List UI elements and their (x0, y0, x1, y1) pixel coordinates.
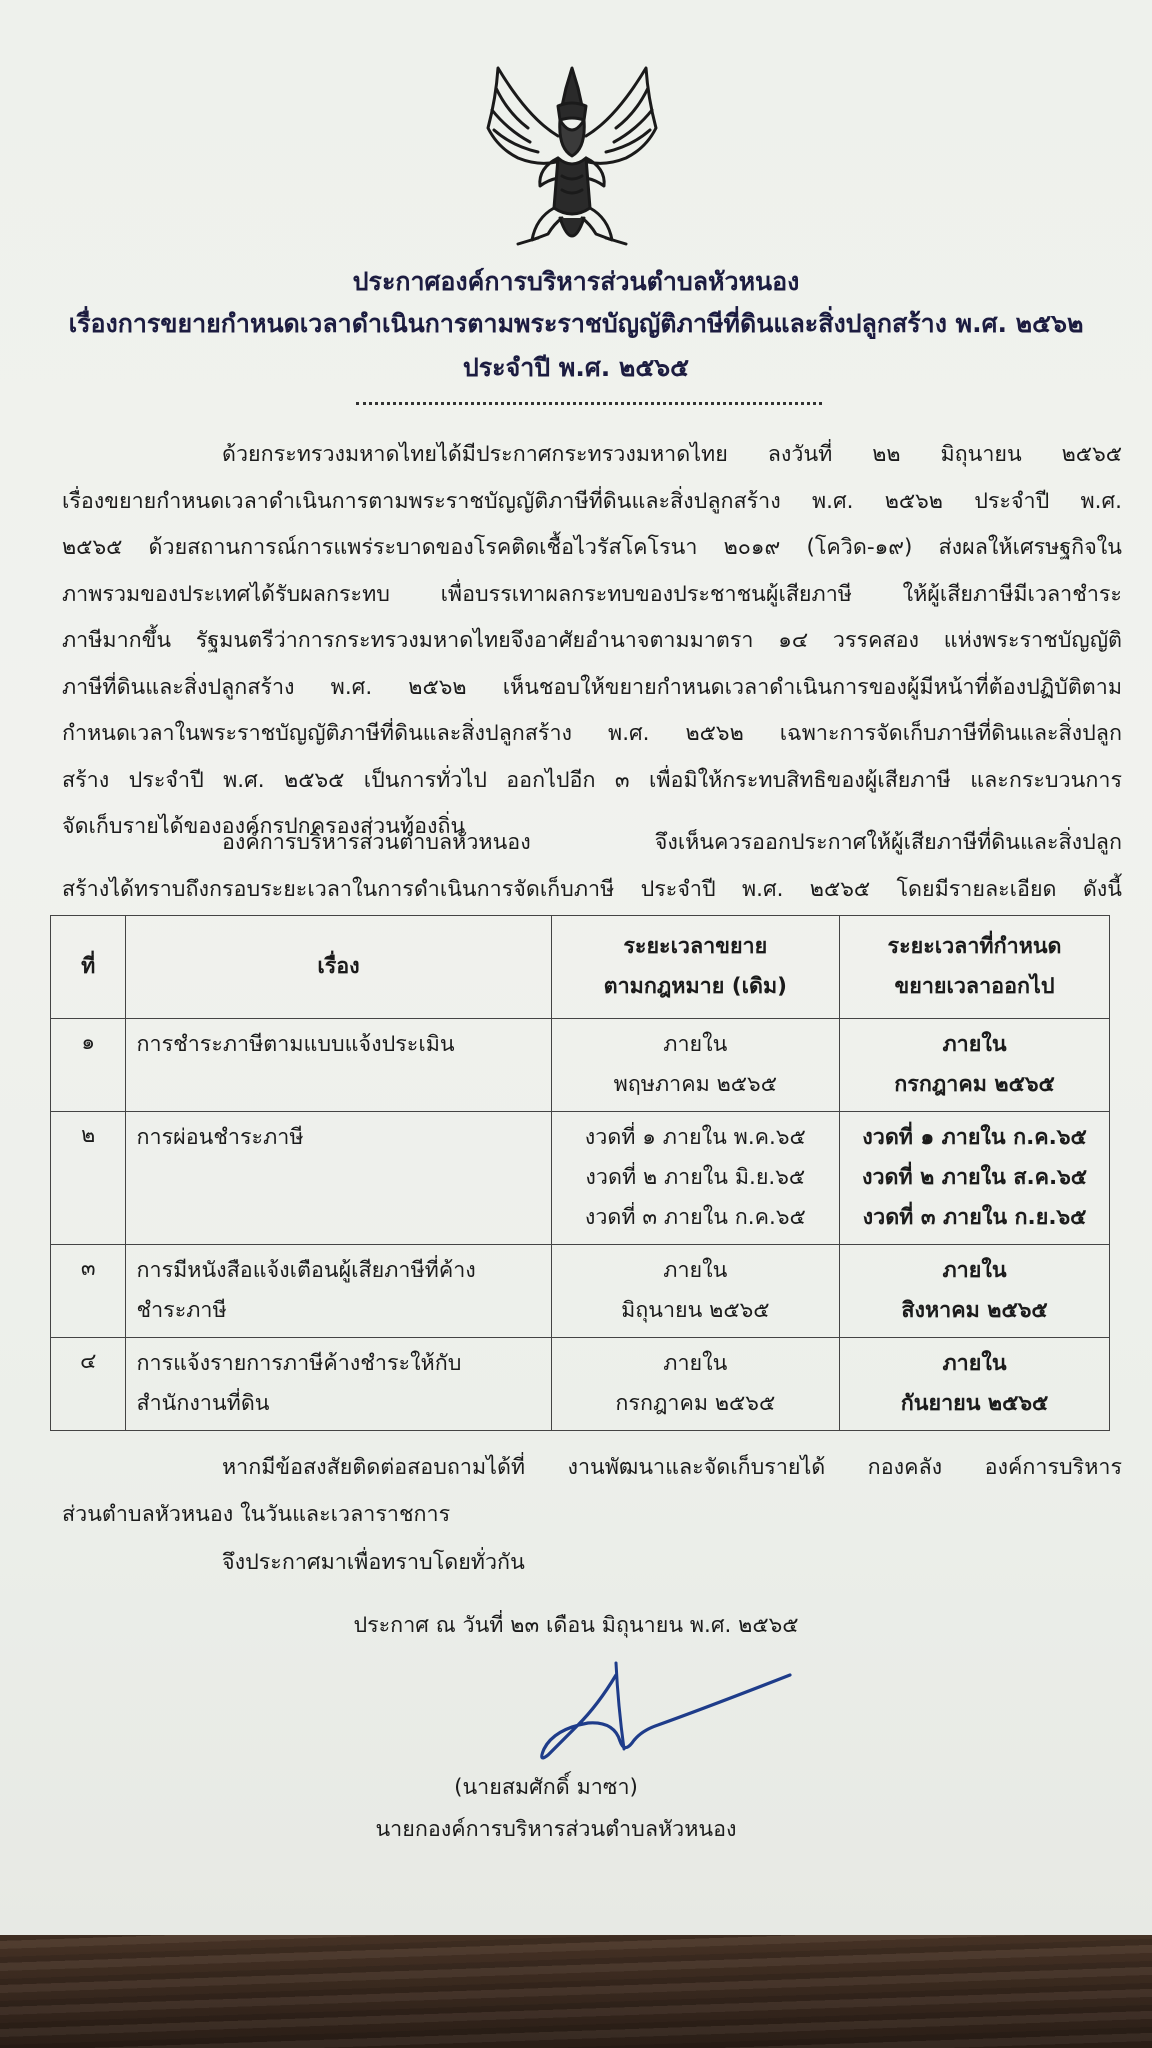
paragraph-line: สร้างได้ทราบถึงกรอบระยะเวลาในการดำเนินการจัดเก็บภาษี ประจำปี พ.ศ. ๒๕๖๕ โดยมีรายละเอียด ดังนี้ (62, 876, 1122, 902)
row-subject: การผ่อนชำระภาษี (126, 1112, 551, 1245)
table-row (51, 1338, 1110, 1431)
announcement-title: ประกาศองค์การบริหารส่วนตำบลหัวหนอง (352, 267, 800, 296)
contact-paragraph (62, 1445, 1122, 1538)
row-subject: การชำระภาษีตามแบบแจ้งประเมิน (126, 1019, 551, 1112)
paragraph-line: ด้วยกระทรวงมหาดไทยได้มีประกาศกระทรวงมหาดไทย ลงวันที่ ๒๒ มิถุนายน ๒๕๖๕ (222, 442, 1122, 467)
paragraph-line: กำหนดเวลาในพระราชบัญญัติภาษีที่ดินและสิ่งปลูกสร้าง พ.ศ. ๒๕๖๒ เฉพาะการจัดเก็บภาษีที่ดินและสิ่งปลูก (62, 721, 1122, 746)
paragraph-line: ส่วนตำบลหัวหนอง ในวันและเวลาราชการ (62, 1501, 451, 1527)
row-old-period: ภายใน พฤษภาคม ๒๕๖๕ (551, 1019, 840, 1112)
row-subject: การมีหนังสือแจ้งเตือนผู้เสียภาษีที่ค้าง ชำระภาษี (126, 1245, 551, 1338)
row-number: ๑ (51, 1019, 126, 1112)
schedule-table (50, 915, 1110, 1431)
row-number: ๓ (51, 1245, 126, 1338)
table-row (51, 1112, 1110, 1245)
col-header-no: ที่ (51, 916, 126, 1019)
paragraph-line: เรื่องขยายกำหนดเวลาดำเนินการตามพระราชบัญญัติภาษีที่ดินและสิ่งปลูกสร้าง พ.ศ. ๒๕๖๒ ประจำปี พ.ศ. (62, 488, 1122, 514)
col-header-old-period: ระยะเวลาขยาย ตามกฎหมาย (เดิม) (551, 916, 840, 1019)
paragraph-line: ภาพรวมของประเทศได้รับผลกระทบ เพื่อบรรเทาผลกระทบของประชาชนผู้เสียภาษี ให้ผู้เสียภาษีมีเวลาชำระ (62, 581, 1122, 607)
row-subject: การแจ้งรายการภาษีค้างชำระให้กับ สำนักงานที่ดิน (126, 1338, 551, 1431)
announcement-year: ประจำปี พ.ศ. ๒๕๖๕ (462, 353, 690, 382)
row-new-period: งวดที่ ๑ ภายใน ก.ค.๖๕ งวดที่ ๒ ภายใน ส.ค.๖๕ งวดที่ ๓ ภายใน ก.ย.๖๕ (840, 1112, 1110, 1245)
row-old-period: ภายใน กรกฎาคม ๒๕๖๕ (551, 1338, 840, 1431)
col-header-subject: เรื่อง (126, 916, 551, 1019)
dotted-divider (356, 402, 822, 405)
signer-title: นายกองค์การบริหารส่วนตำบลหัวหนอง (375, 1817, 737, 1842)
paragraph-line: จัดเก็บรายได้ขององค์กรปกครองส่วนท้องถิ่น (62, 814, 466, 839)
table-row (51, 1019, 1110, 1112)
paragraph-line: ๒๕๖๕ ด้วยสถานการณ์การแพร่ระบาดของโรคติดเชื้อไวรัสโคโรนา ๒๐๑๙ (โควิด-๑๙) ส่งผลให้เศรษฐกิจใน (62, 535, 1122, 560)
paragraph-line: ภาษีมากขึ้น รัฐมนตรีว่าการกระทรวงมหาดไทยจึงอาศัยอำนาจตามมาตรา ๑๔ วรรคสอง แห่งพระราชบัญญัติ (62, 628, 1122, 653)
row-number: ๔ (51, 1338, 126, 1431)
col-header-new-period: ระยะเวลาที่กำหนด ขยายเวลาออกไป (840, 916, 1110, 1019)
paragraph-line: สร้าง ประจำปี พ.ศ. ๒๕๖๕ เป็นการทั่วไป ออกไปอีก ๓ เพื่อมิให้กระทบสิทธิของผู้เสียภาษี และกระบวนการ (62, 767, 1122, 793)
signer-name: (นายสมศักดิ์ มาซา) (454, 1775, 638, 1800)
row-new-period: ภายใน กันยายน ๒๕๖๕ (840, 1338, 1110, 1431)
table-header-row (51, 916, 1110, 1019)
announcement-subject: เรื่องการขยายกำหนดเวลาดำเนินการตามพระราชบัญญัติภาษีที่ดินและสิ่งปลูกสร้าง พ.ศ. ๒๕๖๒ (68, 309, 1084, 338)
paragraph-1 (62, 432, 1122, 851)
announce-line: จึงประกาศมาเพื่อทราบโดยทั่วกัน (222, 1550, 525, 1575)
row-new-period: ภายใน กรกฎาคม ๒๕๖๕ (840, 1019, 1110, 1112)
signature-icon (528, 1645, 798, 1765)
paragraph-line: องค์การบริหารส่วนตำบลหัวหนอง จึงเห็นควรออกประกาศให้ผู้เสียภาษีที่ดินและสิ่งปลูก (222, 830, 1122, 855)
row-old-period: งวดที่ ๑ ภายใน พ.ค.๖๕ งวดที่ ๒ ภายใน มิ.ย.๖๕ งวดที่ ๓ ภายใน ก.ค.๖๕ (551, 1112, 840, 1245)
row-old-period: ภายใน มิถุนายน ๒๕๖๕ (551, 1245, 840, 1338)
table-row (51, 1245, 1110, 1338)
row-new-period: ภายใน สิงหาคม ๒๕๖๕ (840, 1245, 1110, 1338)
row-number: ๒ (51, 1112, 126, 1245)
garuda-emblem-icon (478, 58, 666, 263)
paragraph-line: หากมีข้อสงสัยติดต่อสอบถามได้ที่ งานพัฒนาและจัดเก็บรายได้ กองคลัง องค์การบริหาร (222, 1455, 1122, 1480)
paragraph-2 (62, 820, 1122, 913)
paragraph-line: ภาษีที่ดินและสิ่งปลูกสร้าง พ.ศ. ๒๕๖๒ เห็นชอบให้ขยายกำหนดเวลาดำเนินการของผู้มีหน้าที่ต้องปฏิบัติตาม (62, 674, 1122, 700)
announcement-date: ประกาศ ณ วันที่ ๒๓ เดือน มิถุนายน พ.ศ. ๒๕๖๕ (353, 1613, 799, 1638)
wooden-table-surface (0, 1935, 1152, 2048)
